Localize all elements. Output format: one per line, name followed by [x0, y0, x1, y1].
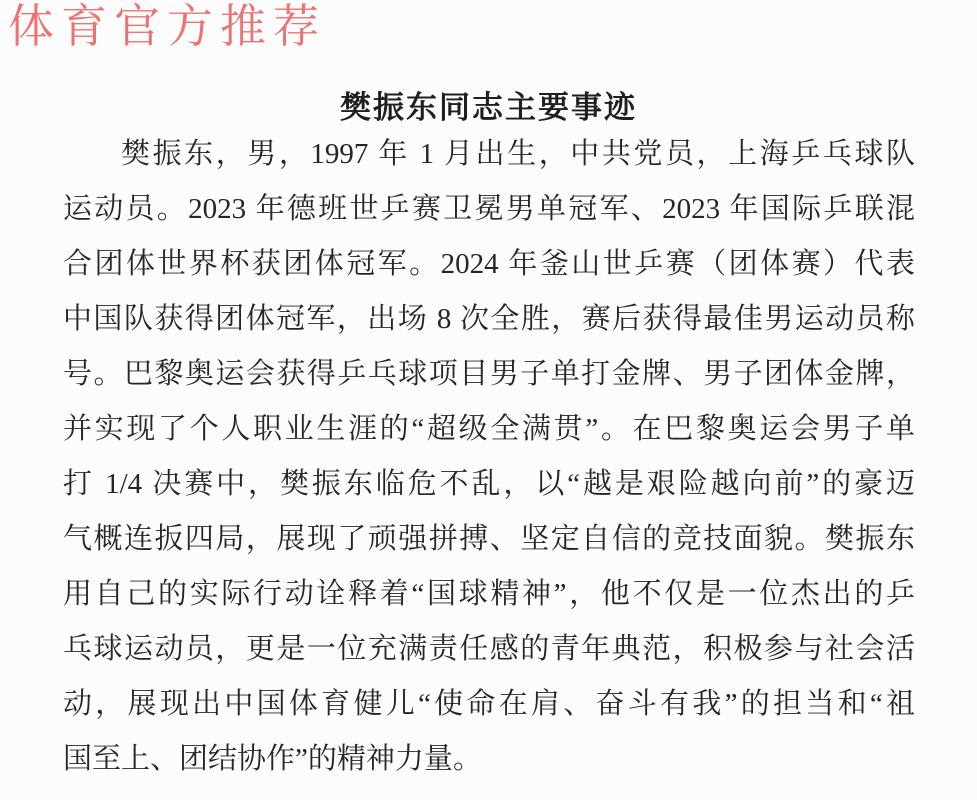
paragraph-line: 乓球运动员，更是一位充满责任感的青年典范，积极参与社会活	[63, 633, 915, 665]
paragraph-line: 并实现了个人职业生涯的“超级全满贯”。在巴黎奥运会男子单	[63, 413, 915, 445]
paragraph-line: 动，展现出中国体育健儿“使命在肩、奋斗有我”的担当和“祖	[63, 688, 915, 720]
paragraph-line: 中国队获得团体冠军，出场 8 次全胜，赛后获得最佳男运动员称	[63, 303, 915, 335]
paragraph-line: 气概连扳四局，展现了顽强拼搏、坚定自信的竞技面貌。樊振东	[63, 523, 915, 555]
document-body	[63, 127, 915, 787]
paragraph-line: 运动员。2023 年德班世乒赛卫冕男单冠军、2023 年国际乒联混	[63, 193, 915, 225]
paragraph-line: 用自己的实际行动诠释着“国球精神”，他不仅是一位杰出的乒	[63, 578, 915, 610]
watermark-text: 体育官方推荐	[8, 1, 326, 52]
paragraph-line: 樊振东，男，1997 年 1 月出生，中共党员，上海乒乓球队	[121, 138, 915, 170]
paragraph-line: 合团体世界杯获团体冠军。2024 年釜山世乒赛（团体赛）代表	[63, 248, 915, 280]
paragraph-line: 号。巴黎奥运会获得乒乓球项目男子单打金牌、男子团体金牌，	[63, 358, 915, 390]
document-title: 樊振东同志主要事迹	[340, 89, 637, 125]
paragraph-line: 打 1/4 决赛中，樊振东临危不乱，以“越是艰险越向前”的豪迈	[63, 468, 915, 500]
paragraph-line: 国至上、团结协作”的精神力量。	[63, 743, 482, 775]
